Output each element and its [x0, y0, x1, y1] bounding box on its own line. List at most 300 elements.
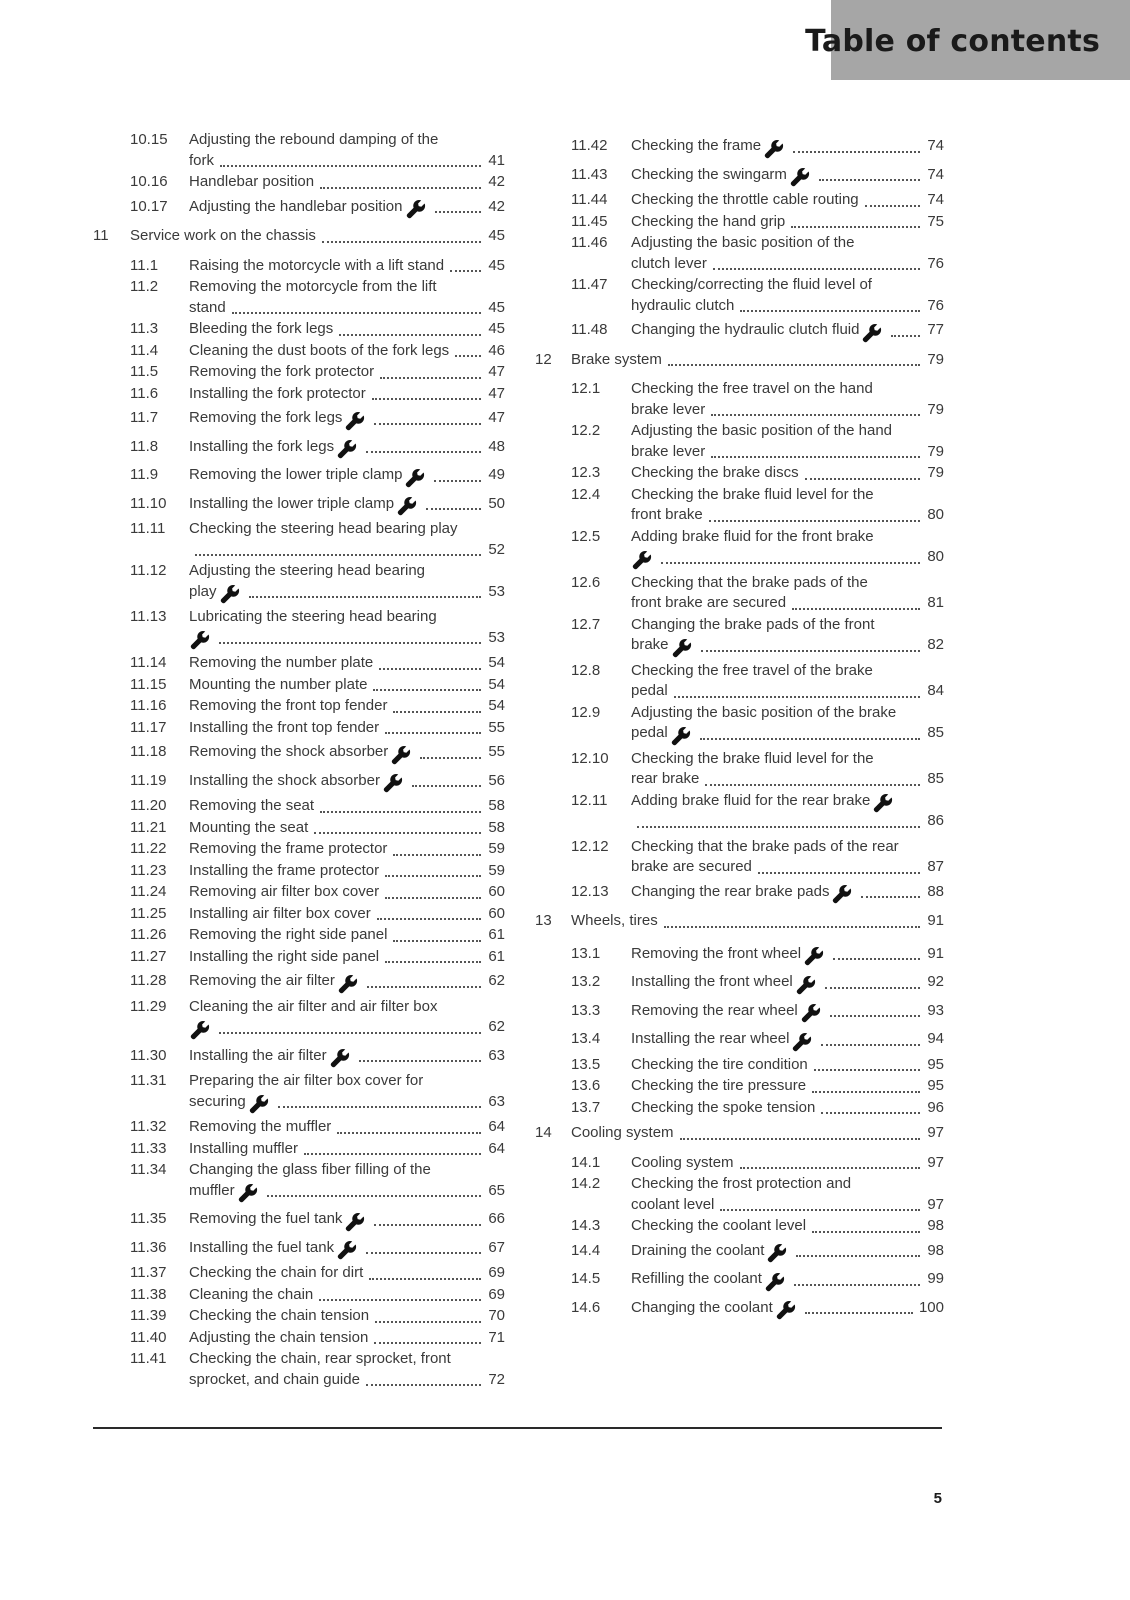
wrench-icon [671, 637, 693, 659]
toc-entry[interactable] [571, 972, 944, 993]
toc-entry[interactable] [130, 437, 505, 458]
section-number: 11.34 [130, 1161, 167, 1178]
entry-title: Preparing the air filter box cover for [189, 1072, 424, 1089]
toc-entry[interactable] [571, 421, 944, 462]
toc-entry[interactable] [130, 341, 505, 362]
dot-leader [380, 376, 481, 379]
dot-leader [713, 267, 920, 270]
entry-title: Installing the rear wheel [631, 1030, 790, 1047]
section-number: 12.6 [571, 573, 601, 591]
page-ref: 55 [488, 743, 505, 760]
section-number: 11.15 [130, 675, 167, 693]
dot-leader [668, 363, 920, 366]
toc-entry[interactable] [571, 1001, 944, 1022]
page-ref: 76 [927, 254, 944, 272]
wrench-icon [803, 945, 825, 967]
toc-entry[interactable] [130, 904, 505, 925]
page-ref: 70 [488, 1307, 505, 1324]
entry-title: Cooling system [631, 1153, 734, 1171]
entry-title: Cleaning the dust boots of the fork legs [189, 341, 450, 359]
page-ref: 95 [927, 1055, 944, 1073]
wrench-icon [390, 744, 412, 766]
dot-leader [374, 1341, 481, 1344]
section-number: 11.45 [571, 212, 608, 230]
entry-title: Removing the fork protector [189, 363, 375, 380]
page-title: Table of contents [805, 24, 1100, 59]
page-ref: 62 [488, 972, 505, 989]
wrench-icon [872, 792, 894, 814]
toc-entry[interactable] [130, 465, 505, 486]
dot-leader [812, 1090, 920, 1093]
toc-entry[interactable] [130, 947, 505, 968]
footer-divider [93, 1427, 942, 1429]
toc-entry[interactable] [571, 379, 944, 420]
dot-leader [385, 874, 481, 877]
dot-leader [385, 960, 481, 963]
section-number: 11.16 [130, 697, 167, 714]
page-ref: 47 [488, 384, 505, 402]
dot-leader [219, 641, 481, 644]
entry-title: Adjusting the basic position of the brake [631, 703, 897, 721]
entry-title: Checking the free travel of the brake [631, 661, 873, 679]
toc-entry[interactable] [571, 703, 944, 744]
entry-title: Adjusting the chain tension [189, 1328, 369, 1346]
section-number: 11.8 [130, 437, 159, 455]
page-ref: 69 [488, 1264, 505, 1281]
page-ref: 69 [488, 1285, 505, 1303]
section-number: 11.7 [130, 409, 159, 426]
section-number: 12.8 [571, 661, 601, 679]
toc-entry[interactable] [571, 212, 944, 233]
page-ref: 74 [927, 137, 944, 154]
toc-entry[interactable] [571, 1076, 944, 1097]
toc-entry[interactable] [571, 944, 944, 965]
entry-title: Raising the motorcycle with a lift stand [189, 256, 445, 274]
page-ref: 79 [927, 464, 944, 481]
page-ref: 91 [927, 944, 944, 962]
entry-title: Checking the chain tension [189, 1307, 370, 1324]
toc-entry[interactable] [130, 130, 505, 171]
entry-title: Wheels, tires [571, 912, 658, 929]
page-ref: 79 [927, 400, 944, 418]
page-ref: 48 [488, 437, 505, 455]
entry-title: front brake are secured [631, 594, 787, 611]
wrench-icon [670, 725, 692, 747]
entry-title: Checking the steering head bearing play [189, 520, 458, 537]
section-number: 11.2 [130, 278, 159, 295]
section-number: 11.22 [130, 840, 167, 857]
entry-title: brake lever [631, 400, 706, 418]
entry-title: Bleeding the fork legs [189, 320, 334, 337]
toc-entry[interactable] [571, 1174, 944, 1215]
entry-title: Installing muffler [189, 1139, 298, 1157]
dot-leader [805, 477, 920, 480]
page-ref: 61 [488, 947, 505, 965]
entry-title: Removing the motorcycle from the lift [189, 278, 437, 295]
section-number: 14.6 [571, 1298, 601, 1316]
dot-leader [821, 1111, 920, 1114]
page-ref: 95 [927, 1077, 944, 1094]
entry-title: Checking the free travel on the hand [631, 380, 873, 397]
dot-leader [830, 1014, 920, 1017]
wrench-icon [405, 198, 427, 220]
toc-entry[interactable] [130, 1285, 505, 1306]
section-number: 13.4 [571, 1030, 601, 1047]
toc-entry[interactable] [130, 1238, 505, 1259]
section-number: 12.4 [571, 485, 601, 503]
dot-leader [805, 1311, 913, 1314]
page-ref: 47 [488, 363, 505, 380]
toc-entry[interactable] [130, 561, 505, 602]
page-ref: 97 [927, 1124, 944, 1141]
wrench-icon [337, 973, 359, 995]
dot-leader [821, 1043, 920, 1046]
dot-leader [372, 397, 481, 400]
wrench-icon [344, 1211, 366, 1233]
toc-entry[interactable] [130, 997, 505, 1038]
page-ref: 86 [927, 812, 944, 829]
toc-entry[interactable] [130, 882, 505, 903]
toc-entry[interactable] [571, 233, 944, 274]
dot-leader [232, 311, 481, 314]
page-ref: 54 [488, 697, 505, 714]
toc-entry[interactable] [130, 1071, 505, 1112]
toc-entry[interactable] [130, 839, 505, 860]
page-ref: 42 [488, 197, 505, 215]
entry-title: Cleaning the chain [189, 1285, 314, 1303]
toc-entry[interactable] [130, 861, 505, 882]
toc-entry[interactable] [571, 791, 944, 832]
dot-leader [366, 1251, 481, 1254]
toc-entry[interactable] [130, 796, 505, 817]
entry-title: Installing the frame protector [189, 861, 380, 879]
entry-title: Removing the frame protector [189, 840, 388, 857]
toc-entry[interactable] [130, 675, 505, 696]
section-number: 12.7 [571, 615, 601, 633]
toc-entry[interactable] [130, 319, 505, 340]
entry-title: hydraulic clutch [631, 296, 735, 314]
toc-entry[interactable] [130, 607, 505, 648]
toc-entry[interactable] [130, 384, 505, 405]
page-ref: 82 [927, 636, 944, 653]
entry-title: Installing air filter box cover [189, 904, 371, 922]
page-ref: 98 [927, 1217, 944, 1234]
page-ref: 81 [927, 594, 944, 611]
entry-title: Adjusting the steering head bearing [189, 562, 426, 579]
entry-title: Checking the frost protection and [631, 1175, 852, 1192]
toc-entry[interactable] [130, 362, 505, 383]
page-ref: 74 [927, 165, 944, 183]
page-ref: 67 [488, 1238, 505, 1256]
entry-title: stand [189, 298, 226, 316]
toc-entry[interactable] [571, 1216, 944, 1237]
page-ref: 64 [488, 1118, 505, 1135]
entry-title: Checking the coolant level [631, 1217, 807, 1234]
dot-leader [819, 178, 920, 181]
section-number: 11.48 [571, 321, 608, 338]
toc-entry[interactable] [130, 1160, 505, 1201]
dot-leader [374, 1223, 481, 1226]
wrench-icon [237, 1182, 259, 1204]
dot-leader [740, 1166, 920, 1169]
toc-entry[interactable] [535, 350, 944, 371]
section-number: 11.19 [130, 771, 167, 789]
toc-entry[interactable] [535, 911, 944, 932]
page-ref: 98 [927, 1241, 944, 1259]
toc-entry[interactable] [130, 696, 505, 717]
toc-entry[interactable] [130, 256, 505, 277]
entry-title: Lubricating the steering head bearing [189, 608, 437, 625]
section-number: 11.24 [130, 883, 167, 900]
toc-entry[interactable] [571, 661, 944, 702]
toc-entry[interactable] [130, 925, 505, 946]
toc-entry[interactable] [571, 1153, 944, 1174]
page-ref: 58 [488, 818, 505, 836]
section-number: 12.12 [571, 837, 609, 855]
toc-entry[interactable] [130, 172, 505, 193]
wrench-icon [396, 495, 418, 517]
entry-title: Checking that the brake pads of the [631, 573, 868, 591]
section-number: 12.11 [571, 791, 608, 809]
entry-title: Removing the air filter [189, 972, 335, 989]
dot-leader [450, 269, 481, 272]
dot-leader [374, 422, 481, 425]
section-number: 12.3 [571, 464, 601, 481]
section-number: 12.13 [571, 882, 609, 900]
wrench-icon [631, 549, 653, 571]
page-ref: 79 [927, 442, 944, 460]
page-ref: 45 [488, 320, 505, 337]
section-number: 11.37 [130, 1264, 167, 1281]
entry-title: Checking the tire condition [631, 1055, 808, 1073]
section-number: 11.39 [130, 1307, 167, 1324]
dot-leader [861, 895, 920, 898]
entry-title: Checking the tire pressure [631, 1077, 807, 1094]
section-number: 11.44 [571, 191, 608, 208]
toc-entry[interactable] [93, 226, 505, 247]
dot-leader [711, 455, 920, 458]
page-ref: 53 [488, 582, 505, 600]
section-number: 12 [535, 350, 552, 368]
dot-leader [319, 1298, 481, 1301]
page-ref: 60 [488, 904, 505, 922]
dot-leader [278, 1105, 481, 1108]
dot-leader [373, 688, 481, 691]
section-number: 11.25 [130, 904, 167, 922]
entry-title: Refilling the coolant [631, 1270, 762, 1287]
entry-title: Removing the front wheel [631, 944, 802, 962]
page-ref: 76 [927, 296, 944, 314]
section-number: 11.18 [130, 743, 167, 760]
dot-leader [701, 649, 920, 652]
toc-entry[interactable] [571, 320, 944, 341]
toc-entry[interactable] [571, 882, 944, 903]
section-number: 11.26 [130, 926, 167, 943]
toc-entry[interactable] [571, 1098, 944, 1119]
wrench-icon [831, 883, 853, 905]
page-ref: 58 [488, 797, 505, 814]
toc-entry[interactable] [130, 1117, 505, 1138]
section-number: 11.41 [130, 1350, 167, 1367]
wrench-icon [766, 1242, 788, 1264]
toc-entry[interactable] [130, 1209, 505, 1230]
toc-entry[interactable] [130, 771, 505, 792]
page-ref: 87 [927, 858, 944, 875]
page-ref: 45 [488, 256, 505, 274]
dot-leader [249, 595, 481, 598]
toc-entry[interactable] [130, 1139, 505, 1160]
section-number: 11.46 [571, 234, 608, 251]
page-ref: 64 [488, 1139, 505, 1157]
toc-entry[interactable] [571, 615, 944, 656]
section-number: 13 [535, 912, 552, 929]
wrench-icon [404, 467, 426, 489]
dot-leader [367, 985, 481, 988]
entry-title: Installing the right side panel [189, 947, 380, 965]
toc-entry[interactable] [571, 485, 944, 526]
toc-entry[interactable] [571, 573, 944, 614]
dot-leader [664, 925, 920, 928]
toc-entry[interactable] [130, 1263, 505, 1284]
dot-leader [320, 810, 481, 813]
page-ref: 55 [488, 718, 505, 736]
toc-entry[interactable] [130, 742, 505, 763]
dot-leader [420, 756, 481, 759]
toc-entry[interactable] [130, 277, 505, 318]
toc-entry[interactable] [571, 463, 944, 484]
toc-entry[interactable] [130, 971, 505, 992]
dot-leader [740, 309, 920, 312]
toc-entry[interactable] [130, 519, 505, 560]
toc-entry[interactable] [571, 190, 944, 211]
dot-leader [337, 1131, 481, 1134]
toc-entry[interactable] [571, 275, 944, 316]
toc-entry[interactable] [571, 1055, 944, 1076]
section-number: 11.12 [130, 562, 167, 579]
page-ref: 96 [927, 1098, 944, 1116]
section-number: 11.27 [130, 947, 167, 965]
page-ref: 65 [488, 1181, 505, 1199]
section-number: 13.1 [571, 944, 601, 962]
dot-leader [219, 1031, 481, 1034]
toc-entry[interactable] [571, 527, 944, 568]
section-number: 10.15 [130, 131, 168, 148]
page-ref: 41 [488, 151, 505, 169]
dot-leader [796, 1254, 920, 1257]
dot-leader [320, 186, 481, 189]
entry-title: Draining the coolant [631, 1241, 765, 1259]
dot-leader [758, 871, 920, 874]
entry-title: Mounting the seat [189, 818, 309, 836]
section-number: 14.2 [571, 1175, 601, 1192]
wrench-icon [344, 410, 366, 432]
toc-entry[interactable] [571, 1298, 944, 1319]
page-ref: 52 [488, 540, 505, 558]
page-ref: 75 [927, 212, 944, 230]
toc-entry[interactable] [130, 408, 505, 429]
section-number: 10.17 [130, 197, 168, 215]
toc-entry[interactable] [130, 1349, 505, 1390]
entry-title: Cooling system [571, 1124, 674, 1141]
entry-title: sprocket, and chain guide [189, 1370, 360, 1388]
section-number: 11 [93, 227, 109, 244]
entry-title: pedal [631, 724, 668, 741]
entry-title: Removing the right side panel [189, 926, 388, 943]
section-number: 11.40 [130, 1328, 167, 1346]
entry-title: play [189, 582, 217, 600]
toc-entry[interactable] [130, 653, 505, 674]
toc-entry[interactable] [571, 837, 944, 878]
page-ref: 85 [927, 724, 944, 741]
page-ref: 50 [488, 494, 505, 512]
toc-entry[interactable] [130, 1046, 505, 1067]
section-number: 12.1 [571, 380, 601, 397]
wrench-icon [764, 1271, 786, 1293]
entry-title: Removing the lower triple clamp [189, 466, 403, 483]
section-number: 11.11 [130, 520, 166, 537]
toc-entry[interactable] [535, 1123, 944, 1144]
page-ref: 97 [927, 1195, 944, 1213]
page-ref: 45 [488, 298, 505, 316]
dot-leader [375, 1320, 481, 1323]
entry-title: Removing the fork legs [189, 409, 343, 426]
entry-title: fork [189, 151, 215, 169]
dot-leader [366, 1383, 481, 1386]
dot-leader [359, 1059, 481, 1062]
entry-title: Removing the shock absorber [189, 743, 389, 760]
section-number: 11.42 [571, 137, 608, 154]
section-number: 11.17 [130, 718, 167, 736]
dot-leader [304, 1152, 481, 1155]
entry-title: Changing the coolant [631, 1298, 773, 1316]
entry-title: Removing the seat [189, 797, 315, 814]
toc-entry[interactable] [130, 197, 505, 218]
entry-title: Installing the fuel tank [189, 1238, 335, 1256]
toc-entry[interactable] [130, 494, 505, 515]
entry-title: Changing the brake pads of the front [631, 615, 875, 633]
section-number: 11.43 [571, 165, 608, 183]
entry-title: Removing the number plate [189, 654, 374, 671]
toc-entry[interactable] [130, 1306, 505, 1327]
toc-entry[interactable] [130, 818, 505, 839]
toc-entry[interactable] [571, 165, 944, 186]
entry-title: Changing the hydraulic clutch fluid [631, 321, 860, 338]
dot-leader [705, 783, 920, 786]
toc-entry[interactable] [571, 1241, 944, 1262]
toc-entry[interactable] [571, 1029, 944, 1050]
toc-entry[interactable] [571, 136, 944, 157]
entry-title: Checking the spoke tension [631, 1098, 816, 1116]
page-ref: 74 [927, 191, 944, 208]
page-ref: 99 [927, 1270, 944, 1287]
entry-title: brake [631, 636, 669, 653]
toc-entry[interactable] [130, 718, 505, 739]
page-ref: 53 [488, 628, 505, 646]
entry-title: Checking the chain for dirt [189, 1264, 364, 1281]
section-number: 11.1 [130, 256, 159, 274]
toc-entry[interactable] [571, 1269, 944, 1290]
entry-title: Installing the fork protector [189, 384, 366, 402]
section-number: 13.5 [571, 1055, 601, 1073]
entry-title: Service work on the chassis [130, 227, 316, 244]
section-number: 12.2 [571, 422, 601, 439]
section-number: 13.6 [571, 1077, 601, 1094]
section-number: 11.32 [130, 1118, 167, 1135]
toc-entry[interactable] [130, 1328, 505, 1349]
entry-title: pedal [631, 682, 668, 699]
dot-leader [833, 957, 920, 960]
toc-entry[interactable] [571, 749, 944, 790]
